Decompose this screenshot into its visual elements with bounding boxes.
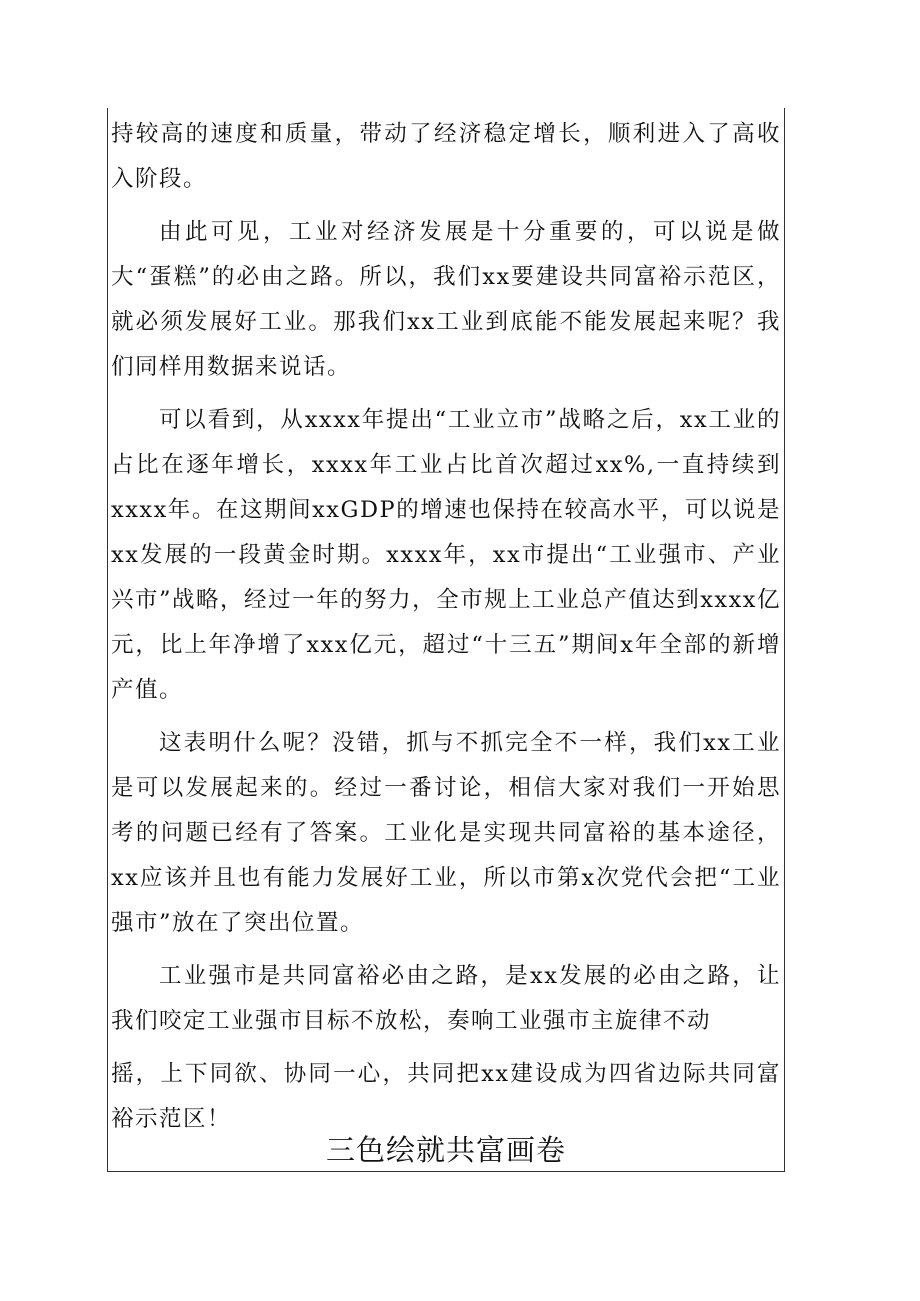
- paragraph-gap: [111, 390, 781, 398]
- paragraph-6: 摇，上下同欲、协同一心，共同把xx建设成为四省边际共同富裕示范区！: [111, 1061, 781, 1132]
- paragraph-3: 可以看到，从xxxx年提出“工业立市”战略之后，xx工业的占比在逐年增长，xxxx年工业占比首次超过xx%,一直持续到xxxx年。在这期间xxGDP的增速也保持在较高水平，可以说是xx发展的一段黄金时期。xxxx年，xx市提出“工业强市、产业兴市”战略，经过一年的努力，全市规上工业总产值达到xxxx亿元，比上年净增了xxx亿元，超过“十三五”期间x年全部的新增产值。: [111, 407, 781, 703]
- paragraph-4: 这表明什么呢？没错，抓与不抓完全不一样，我们xx工业是可以发展起来的。经过一番讨论，相信大家对我们一开始思考的问题已经有了答案。工业化是实现共同富裕的基本途径，xx应该并且也有能力发展好工业，所以市第x次党代会把“工业强市”放在了突出位置。: [111, 730, 781, 936]
- paragraph-2: 由此可见，工业对经济发展是十分重要的，可以说是做大“蛋糕”的必由之路。所以，我们xx要建设共同富裕示范区，就必须发展好工业。那我们xx工业到底能不能发展起来呢？我们同样用数据来说话。: [111, 219, 781, 380]
- paragraph-gap: [111, 946, 781, 954]
- paragraph-5: 工业强市是共同富裕必由之路，是xx发展的必由之路，让我们咬定工业强市目标不放松，奏响工业强市主旋律不动: [111, 963, 781, 1034]
- document-body: [111, 112, 781, 1142]
- section-heading: 三色绘就共富画卷: [325, 1133, 566, 1167]
- paragraph-1: 持较高的速度和质量，带动了经济稳定增长，顺利进入了高收入阶段。: [111, 121, 781, 192]
- paragraph-gap: [111, 202, 781, 210]
- paragraph-gap: [111, 713, 781, 721]
- paragraph-gap: [111, 1044, 781, 1052]
